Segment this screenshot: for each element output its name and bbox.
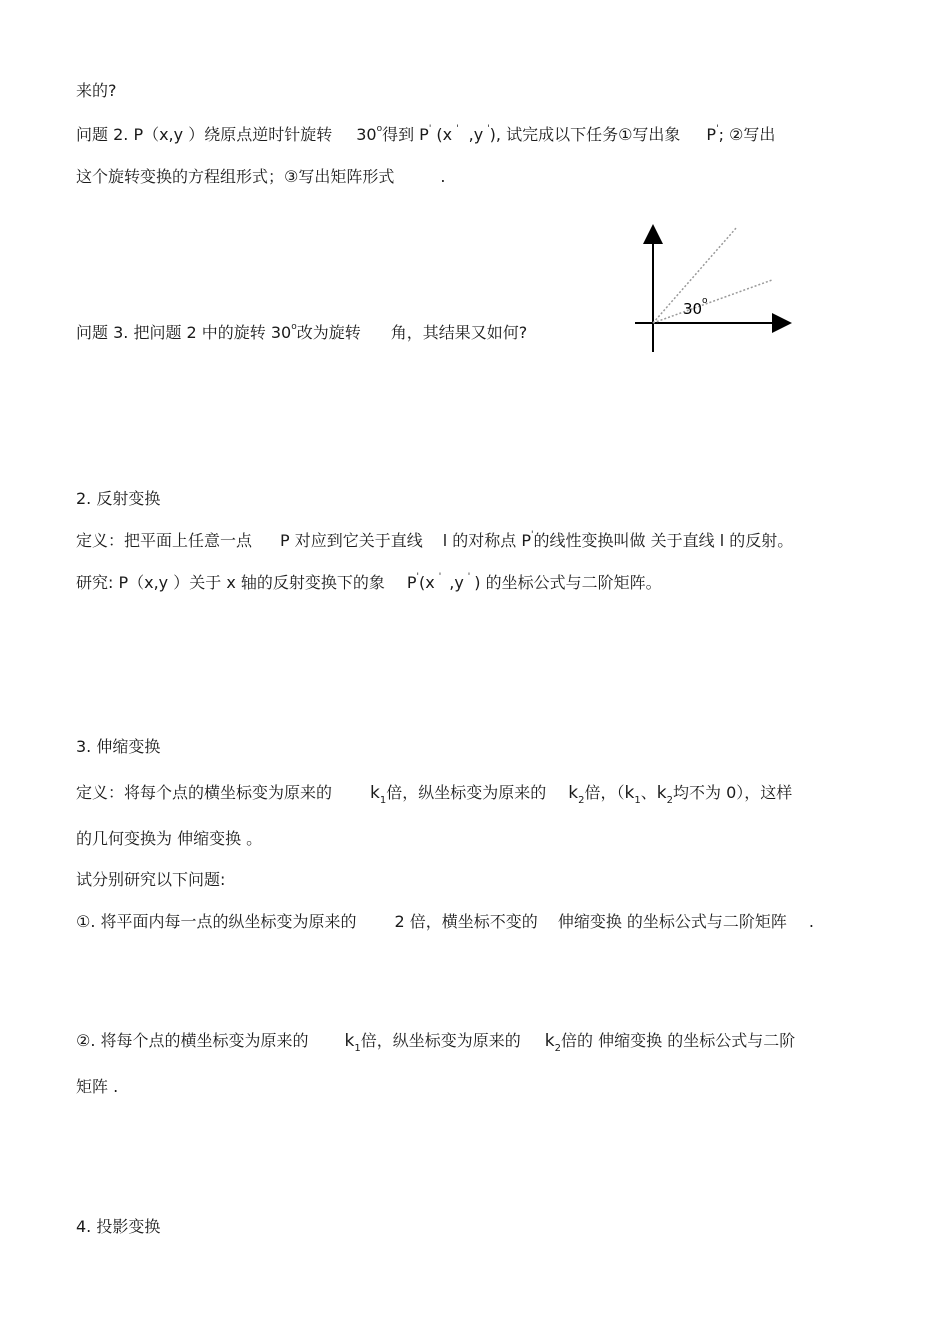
stretch-prompt: 试分别研究以下问题: bbox=[76, 870, 226, 889]
stretch-def-a: 定义：将每个点的横坐标变为原来的 bbox=[76, 783, 333, 802]
problem-2-line-2-text: 这个旋转变换的方程组形式；③写出矩阵形式 bbox=[76, 167, 395, 186]
prime-mark: ' bbox=[531, 530, 534, 540]
reflection-study-a: 研究: P（x,y ）关于 x 轴的反射变换下的象 bbox=[76, 573, 385, 592]
reflection-heading: 2. 反射变换 bbox=[76, 489, 161, 508]
stretch-definition bbox=[76, 782, 792, 807]
k-symbol: k bbox=[370, 783, 380, 803]
stretch-question-1 bbox=[76, 911, 814, 933]
prime-mark: ' bbox=[438, 572, 442, 582]
problem-3-line bbox=[76, 322, 527, 347]
problem-2-text-e: ), 试完成以下任务①写出象 bbox=[489, 125, 681, 144]
q1-text-a: ①. 将平面内每一点的纵坐标变为原来的 bbox=[76, 912, 357, 931]
stretch-def-e: 均不为 0），这样 bbox=[673, 783, 793, 802]
stretch-def-b: 倍，纵坐标变为原来的 bbox=[386, 783, 547, 802]
subscript-1: 1 bbox=[634, 795, 641, 806]
stretch-question-2 bbox=[76, 1030, 795, 1055]
problem-2-text-d: ,y bbox=[468, 125, 484, 144]
stretch-definition-2: 的几何变换为 伸缩变换 。 bbox=[76, 829, 263, 848]
angle-degree-mark: o bbox=[702, 296, 708, 306]
reflection-def-a: 定义：把平面上任意一点 bbox=[76, 531, 253, 550]
problem-2-line-2 bbox=[76, 166, 445, 188]
problem-3-text-c: 角，其结果又如何? bbox=[390, 323, 528, 342]
k-symbol: k bbox=[544, 1031, 555, 1051]
degree-mark: o bbox=[376, 124, 383, 134]
problem-2-text-a: 问题 2. P（x,y ）绕原点逆时针旋转 bbox=[76, 125, 333, 144]
reflection-study-e: ) 的坐标公式与二阶矩阵。 bbox=[474, 573, 662, 592]
rotation-diagram bbox=[630, 222, 810, 362]
subscript-2: 2 bbox=[554, 1043, 562, 1054]
continued-text: 来的? bbox=[76, 81, 117, 100]
problem-3-text-a: 问题 3. 把问题 2 中的旋转 30 bbox=[76, 323, 292, 342]
q2-text-a: ②. 将每个点的横坐标变为原来的 bbox=[76, 1031, 309, 1050]
problem-2-line-1 bbox=[76, 124, 775, 149]
q2-text-c: 倍的 伸缩变换 的坐标公式与二阶 bbox=[561, 1031, 796, 1050]
stretch-question-2-line-2: 矩阵 . bbox=[76, 1077, 119, 1096]
stretch-def-d: 、 bbox=[640, 783, 657, 802]
subscript-1: 1 bbox=[354, 1043, 361, 1054]
problem-2-text-c: (x bbox=[436, 125, 453, 144]
stretch-heading: 3. 伸缩变换 bbox=[76, 737, 161, 756]
subscript-2: 2 bbox=[666, 795, 673, 806]
k-symbol: k bbox=[656, 783, 667, 803]
reflection-study bbox=[76, 572, 662, 597]
rotated-ray-inner bbox=[653, 280, 772, 323]
reflection-study-d: ,y bbox=[449, 573, 464, 592]
reflection-definition bbox=[76, 530, 793, 555]
prime-mark: ' bbox=[467, 572, 471, 582]
q1-end: . bbox=[808, 912, 814, 931]
prime-mark: ' bbox=[487, 124, 490, 134]
k-symbol: k bbox=[624, 783, 635, 803]
stretch-def-c: 倍，（ bbox=[584, 783, 625, 802]
reflection-def-d: 的线性变换叫做 关于直线 l 的反射。 bbox=[533, 531, 794, 550]
problem-2-text-b: 得到 P bbox=[382, 125, 429, 144]
problem-2-text-f: P bbox=[706, 125, 717, 144]
reflection-def-b: P 对应到它关于直线 bbox=[280, 531, 423, 550]
problem-3-text-b: 改为旋转 bbox=[296, 323, 361, 342]
prime-mark: ' bbox=[456, 124, 459, 134]
reflection-study-c: (x bbox=[419, 573, 435, 592]
degree-mark: o bbox=[291, 322, 297, 332]
q1-text-c: 伸缩变换 的坐标公式与二阶矩阵 bbox=[557, 912, 787, 931]
angle-label: 30 bbox=[683, 300, 703, 318]
problem-2-line-2-end: . bbox=[440, 167, 446, 186]
prime-mark: ' bbox=[428, 124, 432, 134]
problem-2-degree: 30 bbox=[356, 125, 377, 144]
k-symbol: k bbox=[344, 1031, 355, 1051]
reflection-study-b: P bbox=[406, 573, 417, 592]
reflection-def-c: l 的对称点 P bbox=[442, 531, 532, 550]
projection-heading: 4. 投影变换 bbox=[76, 1217, 161, 1236]
prime-mark: ' bbox=[416, 572, 420, 582]
subscript-2: 2 bbox=[578, 795, 585, 806]
k-symbol: k bbox=[568, 783, 579, 803]
q1-text-b: 2 倍，横坐标不变的 bbox=[394, 912, 538, 931]
q2-text-b: 倍，纵坐标变为原来的 bbox=[360, 1031, 521, 1050]
subscript-1: 1 bbox=[379, 795, 387, 806]
prime-mark: ' bbox=[716, 124, 719, 134]
problem-2-text-g: ; ②写出 bbox=[718, 125, 776, 144]
